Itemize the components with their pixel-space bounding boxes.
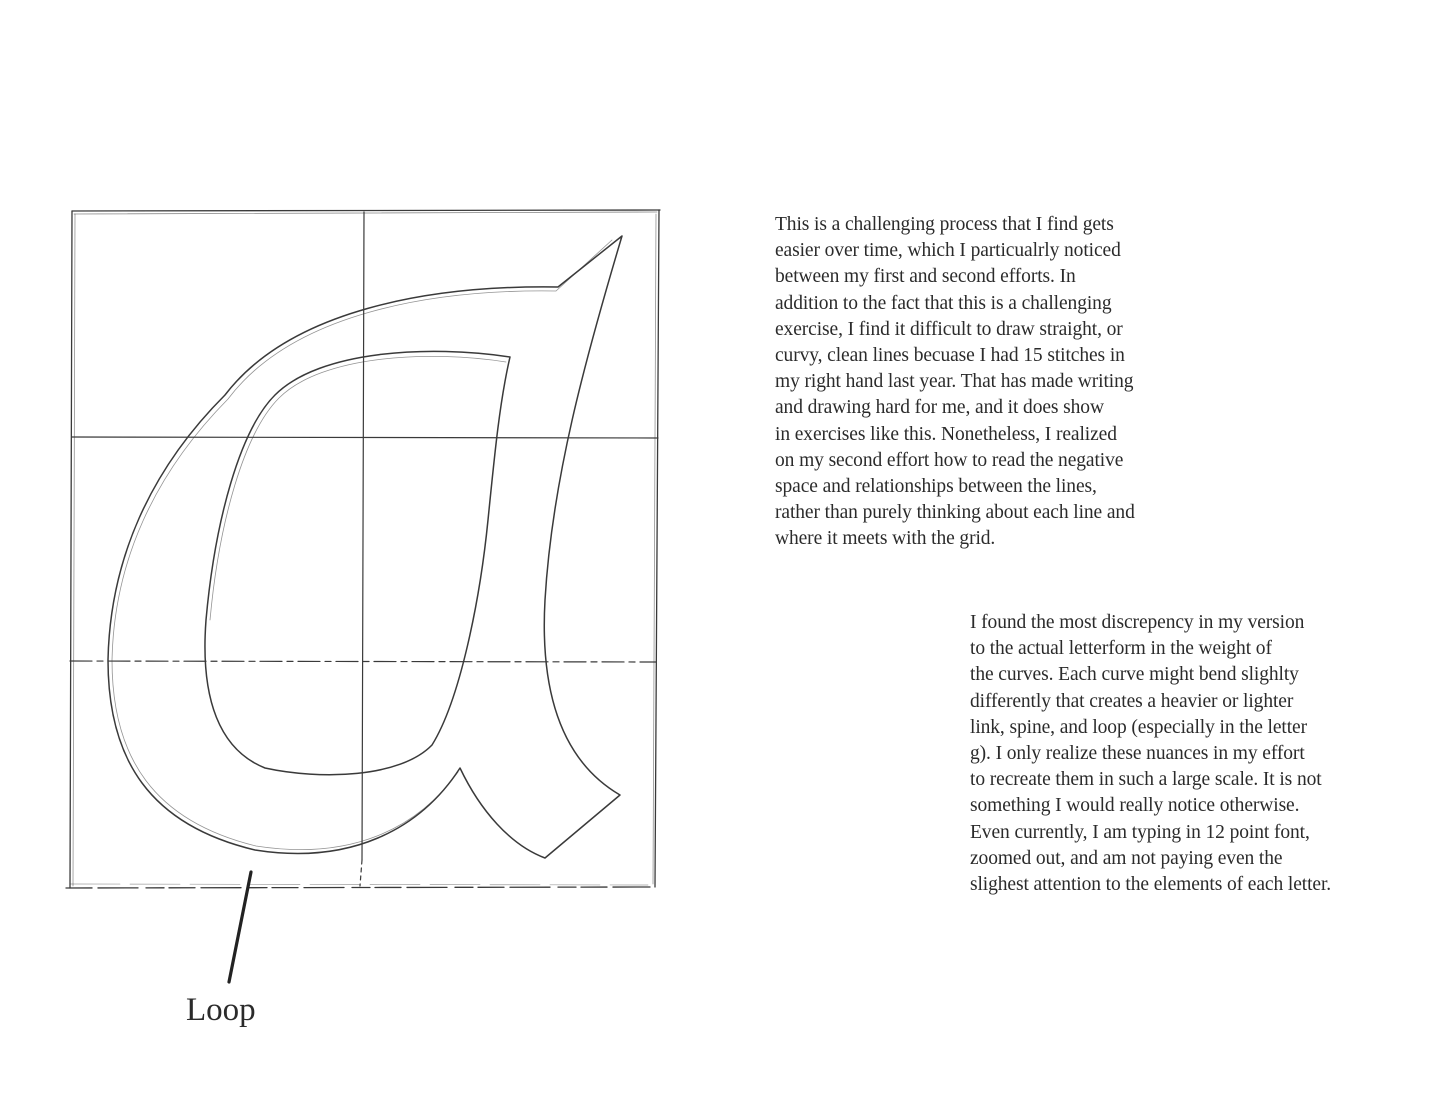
loop-pointer-line bbox=[229, 872, 251, 982]
grid-lines bbox=[70, 212, 658, 886]
letterform-a-outer bbox=[108, 236, 622, 858]
loop-label: Loop bbox=[186, 992, 256, 1028]
reflection-paragraph-1: This is a challenging process that I find gets easier over time, which I particualrly noticed between my first and second efforts. In addition to the fact that this is a challenging exercise, I find it difficult to draw straight, or curvy, clean lines becuase I had 15 stitches in my right hand last year. That has made writing and drawing hard for me, and it does show in exercises like this. Nonetheless, I realized on my second effort how to read the negative space and relationships between the lines, rather than purely thinking about each line and where it meets with the grid. bbox=[775, 214, 1135, 550]
letterform-a-counter bbox=[205, 351, 510, 774]
reflection-paragraph-2: I found the most discrepency in my version to the actual letterform in the weight of the curves. Each curve might bend slighlty differently that creates a heavier or lighter link, spine, and loop (especially in the letter g). I only realize these nuances in my effort to recreate them in such a large scale. It is not something I would really notice otherwise. Even currently, I am typing in 12 point font, zoomed out, and am not paying even the slighest attention to the elements of each letter. bbox=[970, 612, 1332, 896]
